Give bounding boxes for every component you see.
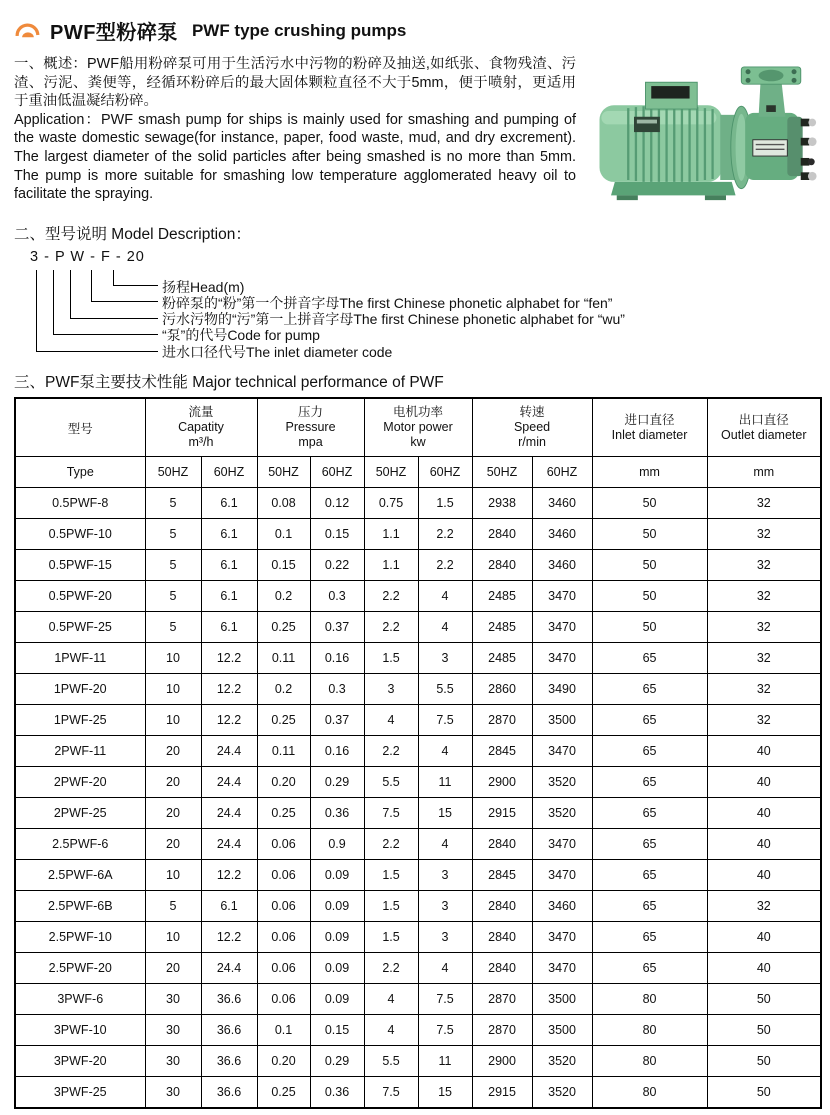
- pump-photo: [586, 55, 820, 207]
- overview-section: [14, 55, 820, 211]
- value-cell: 0.37: [310, 705, 364, 736]
- value-cell: 0.09: [310, 860, 364, 891]
- model-cell: 0.5PWF-10: [15, 519, 145, 550]
- model-cell: 3PWF-10: [15, 1015, 145, 1046]
- value-cell: 32: [707, 643, 821, 674]
- code-label-head: 扬程Head(m): [162, 279, 245, 295]
- value-cell: 2485: [472, 612, 532, 643]
- col-pressure: 压力 Pressure mpa: [257, 398, 364, 457]
- model-cell: 2.5PWF-6: [15, 829, 145, 860]
- value-cell: 2840: [472, 953, 532, 984]
- value-cell: 7.5: [364, 798, 418, 829]
- value-cell: 7.5: [418, 984, 472, 1015]
- value-cell: 2870: [472, 1015, 532, 1046]
- subhead-outlet-mm: mm: [707, 457, 821, 488]
- table-row: [15, 643, 821, 674]
- value-cell: 30: [145, 1077, 201, 1108]
- model-cell: 2PWF-25: [15, 798, 145, 829]
- value-cell: 0.09: [310, 922, 364, 953]
- connector-line: [36, 270, 158, 352]
- table-row: [15, 1046, 821, 1077]
- value-cell: 65: [592, 798, 707, 829]
- value-cell: 40: [707, 829, 821, 860]
- value-cell: 0.06: [257, 860, 310, 891]
- table-row: [15, 519, 821, 550]
- value-cell: 2938: [472, 488, 532, 519]
- value-cell: 4: [418, 736, 472, 767]
- table-row: [15, 767, 821, 798]
- value-cell: 36.6: [201, 1015, 257, 1046]
- model-cell: 1PWF-11: [15, 643, 145, 674]
- value-cell: 2900: [472, 767, 532, 798]
- value-cell: 30: [145, 1046, 201, 1077]
- value-cell: 50: [592, 488, 707, 519]
- value-cell: 2915: [472, 1077, 532, 1108]
- value-cell: 3500: [532, 705, 592, 736]
- value-cell: 0.2: [257, 581, 310, 612]
- value-cell: 5.5: [364, 767, 418, 798]
- value-cell: 0.06: [257, 922, 310, 953]
- value-cell: 7.5: [418, 1015, 472, 1046]
- table-row: [15, 922, 821, 953]
- value-cell: 0.12: [310, 488, 364, 519]
- value-cell: 36.6: [201, 984, 257, 1015]
- value-cell: 0.20: [257, 767, 310, 798]
- model-code-diagram: [14, 249, 820, 359]
- value-cell: 3470: [532, 953, 592, 984]
- value-cell: 32: [707, 612, 821, 643]
- table-row: [15, 674, 821, 705]
- subhead-50hz: 50HZ: [364, 457, 418, 488]
- value-cell: 3: [364, 674, 418, 705]
- value-cell: 2870: [472, 984, 532, 1015]
- value-cell: 2485: [472, 643, 532, 674]
- value-cell: 0.3: [310, 674, 364, 705]
- value-cell: 0.09: [310, 953, 364, 984]
- value-cell: 3500: [532, 984, 592, 1015]
- table-row: [15, 798, 821, 829]
- value-cell: 5.5: [418, 674, 472, 705]
- value-cell: 3470: [532, 829, 592, 860]
- value-cell: 1.5: [418, 488, 472, 519]
- value-cell: 0.20: [257, 1046, 310, 1077]
- value-cell: 24.4: [201, 736, 257, 767]
- page-title: [14, 16, 820, 45]
- overview-chinese: 一、概述：PWF船用粉碎泵可用于生活污水中污物的粉碎及抽送,如纸张、食物残渣、污渣、污泥、粪便等，经循环粉碎后的最大固体颗粒直径不大于5mm，便于喷射，更适用于重油低温凝结粉碎。: [14, 56, 576, 110]
- value-cell: 80: [592, 1046, 707, 1077]
- value-cell: 40: [707, 922, 821, 953]
- header-row-groups: [15, 398, 821, 457]
- model-cell: 3PWF-20: [15, 1046, 145, 1077]
- value-cell: 3: [418, 891, 472, 922]
- value-cell: 0.15: [310, 519, 364, 550]
- performance-table: [14, 397, 822, 1109]
- col-outlet-diameter: 出口直径 Outlet diameter: [707, 398, 821, 457]
- col-model: 型号: [15, 398, 145, 457]
- value-cell: 0.25: [257, 705, 310, 736]
- value-cell: 40: [707, 767, 821, 798]
- value-cell: 80: [592, 1077, 707, 1108]
- value-cell: 0.15: [257, 550, 310, 581]
- value-cell: 4: [364, 984, 418, 1015]
- value-cell: 3500: [532, 1015, 592, 1046]
- model-cell: 0.5PWF-8: [15, 488, 145, 519]
- model-cell: 0.5PWF-15: [15, 550, 145, 581]
- value-cell: 1.1: [364, 519, 418, 550]
- value-cell: 3460: [532, 488, 592, 519]
- value-cell: 40: [707, 860, 821, 891]
- value-cell: 80: [592, 984, 707, 1015]
- value-cell: 2840: [472, 922, 532, 953]
- value-cell: 3490: [532, 674, 592, 705]
- value-cell: 0.06: [257, 829, 310, 860]
- value-cell: 1.5: [364, 891, 418, 922]
- model-cell: 1PWF-20: [15, 674, 145, 705]
- value-cell: 12.2: [201, 674, 257, 705]
- model-code: 3 - P W - F - 20: [30, 249, 145, 265]
- table-row: [15, 612, 821, 643]
- col-motor-power: 电机功率 Motor power kw: [364, 398, 472, 457]
- value-cell: 11: [418, 767, 472, 798]
- value-cell: 3460: [532, 550, 592, 581]
- value-cell: 12.2: [201, 643, 257, 674]
- value-cell: 30: [145, 984, 201, 1015]
- value-cell: 2900: [472, 1046, 532, 1077]
- value-cell: 11: [418, 1046, 472, 1077]
- table-row: [15, 1015, 821, 1046]
- value-cell: 2485: [472, 581, 532, 612]
- table-row: [15, 1077, 821, 1108]
- value-cell: 32: [707, 891, 821, 922]
- value-cell: 24.4: [201, 829, 257, 860]
- value-cell: 2.2: [364, 581, 418, 612]
- value-cell: 3520: [532, 798, 592, 829]
- value-cell: 5.5: [364, 1046, 418, 1077]
- subhead-50hz: 50HZ: [257, 457, 310, 488]
- value-cell: 0.29: [310, 767, 364, 798]
- value-cell: 20: [145, 829, 201, 860]
- value-cell: 0.3: [310, 581, 364, 612]
- value-cell: 6.1: [201, 519, 257, 550]
- value-cell: 65: [592, 736, 707, 767]
- value-cell: 2840: [472, 891, 532, 922]
- value-cell: 3460: [532, 891, 592, 922]
- value-cell: 2870: [472, 705, 532, 736]
- subhead-50hz: 50HZ: [472, 457, 532, 488]
- col-speed: 转速 Speed r/min: [472, 398, 592, 457]
- value-cell: 0.11: [257, 643, 310, 674]
- title-english: PWF type crushing pumps: [191, 20, 407, 40]
- value-cell: 2915: [472, 798, 532, 829]
- value-cell: 12.2: [201, 705, 257, 736]
- value-cell: 2860: [472, 674, 532, 705]
- value-cell: 2.2: [364, 736, 418, 767]
- value-cell: 6.1: [201, 891, 257, 922]
- value-cell: 4: [364, 1015, 418, 1046]
- model-cell: 2.5PWF-6A: [15, 860, 145, 891]
- value-cell: 3470: [532, 922, 592, 953]
- value-cell: 0.15: [310, 1015, 364, 1046]
- value-cell: 3470: [532, 860, 592, 891]
- subhead-60hz: 60HZ: [532, 457, 592, 488]
- value-cell: 10: [145, 922, 201, 953]
- value-cell: 2840: [472, 829, 532, 860]
- value-cell: 0.1: [257, 1015, 310, 1046]
- value-cell: 3520: [532, 1046, 592, 1077]
- table-body: [15, 488, 821, 1108]
- table-row: [15, 488, 821, 519]
- model-cell: 3PWF-6: [15, 984, 145, 1015]
- value-cell: 7.5: [418, 705, 472, 736]
- value-cell: 0.06: [257, 984, 310, 1015]
- value-cell: 32: [707, 488, 821, 519]
- value-cell: 0.11: [257, 736, 310, 767]
- value-cell: 50: [592, 550, 707, 581]
- value-cell: 3: [418, 643, 472, 674]
- value-cell: 65: [592, 953, 707, 984]
- model-cell: 2PWF-20: [15, 767, 145, 798]
- value-cell: 3470: [532, 736, 592, 767]
- value-cell: 0.06: [257, 891, 310, 922]
- value-cell: 4: [418, 829, 472, 860]
- value-cell: 12.2: [201, 860, 257, 891]
- value-cell: 10: [145, 643, 201, 674]
- value-cell: 65: [592, 705, 707, 736]
- value-cell: 3520: [532, 1077, 592, 1108]
- value-cell: 36.6: [201, 1077, 257, 1108]
- model-cell: 0.5PWF-20: [15, 581, 145, 612]
- value-cell: 1.5: [364, 860, 418, 891]
- value-cell: 24.4: [201, 798, 257, 829]
- value-cell: 1.5: [364, 922, 418, 953]
- value-cell: 0.36: [310, 1077, 364, 1108]
- value-cell: 0.06: [257, 953, 310, 984]
- value-cell: 2.2: [364, 612, 418, 643]
- value-cell: 65: [592, 829, 707, 860]
- value-cell: 32: [707, 550, 821, 581]
- value-cell: 3470: [532, 643, 592, 674]
- subhead-type: Type: [15, 457, 145, 488]
- table-row: [15, 736, 821, 767]
- value-cell: 3470: [532, 612, 592, 643]
- value-cell: 50: [707, 1015, 821, 1046]
- value-cell: 7.5: [364, 1077, 418, 1108]
- value-cell: 36.6: [201, 1046, 257, 1077]
- value-cell: 6.1: [201, 581, 257, 612]
- value-cell: 3470: [532, 581, 592, 612]
- value-cell: 50: [707, 1046, 821, 1077]
- table-row: [15, 984, 821, 1015]
- table-row: [15, 705, 821, 736]
- value-cell: 0.36: [310, 798, 364, 829]
- value-cell: 65: [592, 643, 707, 674]
- value-cell: 2.2: [418, 550, 472, 581]
- header-row-units: [15, 457, 821, 488]
- model-cell: 2PWF-11: [15, 736, 145, 767]
- value-cell: 30: [145, 1015, 201, 1046]
- value-cell: 0.22: [310, 550, 364, 581]
- value-cell: 3: [418, 922, 472, 953]
- subhead-inlet-mm: mm: [592, 457, 707, 488]
- value-cell: 0.08: [257, 488, 310, 519]
- table-row: [15, 891, 821, 922]
- value-cell: 4: [418, 612, 472, 643]
- value-cell: 65: [592, 891, 707, 922]
- value-cell: 50: [592, 612, 707, 643]
- value-cell: 5: [145, 581, 201, 612]
- value-cell: 2.2: [364, 829, 418, 860]
- model-cell: 1PWF-25: [15, 705, 145, 736]
- value-cell: 32: [707, 519, 821, 550]
- value-cell: 0.16: [310, 643, 364, 674]
- model-cell: 3PWF-25: [15, 1077, 145, 1108]
- col-inlet-diameter: 进口直径 Inlet diameter: [592, 398, 707, 457]
- value-cell: 5: [145, 488, 201, 519]
- value-cell: 5: [145, 612, 201, 643]
- value-cell: 80: [592, 1015, 707, 1046]
- value-cell: 50: [592, 519, 707, 550]
- value-cell: 2845: [472, 860, 532, 891]
- model-cell: 2.5PWF-20: [15, 953, 145, 984]
- value-cell: 4: [364, 705, 418, 736]
- value-cell: 15: [418, 798, 472, 829]
- subhead-50hz: 50HZ: [145, 457, 201, 488]
- value-cell: 32: [707, 581, 821, 612]
- value-cell: 32: [707, 674, 821, 705]
- model-cell: 2.5PWF-10: [15, 922, 145, 953]
- title-chinese: PWF型粉碎泵: [50, 22, 178, 44]
- value-cell: 2845: [472, 736, 532, 767]
- value-cell: 15: [418, 1077, 472, 1108]
- value-cell: 50: [707, 984, 821, 1015]
- code-label-pump: “泵”的代号Code for pump: [162, 327, 320, 343]
- value-cell: 5: [145, 891, 201, 922]
- table-row: [15, 550, 821, 581]
- value-cell: 0.09: [310, 984, 364, 1015]
- value-cell: 0.16: [310, 736, 364, 767]
- col-capacity: 流量 Capatity m³/h: [145, 398, 257, 457]
- value-cell: 12.2: [201, 922, 257, 953]
- value-cell: 0.25: [257, 612, 310, 643]
- value-cell: 10: [145, 860, 201, 891]
- table-row: [15, 581, 821, 612]
- value-cell: 0.29: [310, 1046, 364, 1077]
- value-cell: 4: [418, 953, 472, 984]
- value-cell: 10: [145, 674, 201, 705]
- value-cell: 1.5: [364, 643, 418, 674]
- value-cell: 0.9: [310, 829, 364, 860]
- value-cell: 0.25: [257, 1077, 310, 1108]
- table-row: [15, 860, 821, 891]
- value-cell: 2840: [472, 550, 532, 581]
- value-cell: 50: [707, 1077, 821, 1108]
- performance-heading: 三、PWF泵主要技术性能 Major technical performance of PWF: [14, 374, 444, 391]
- model-cell: 2.5PWF-6B: [15, 891, 145, 922]
- value-cell: 5: [145, 519, 201, 550]
- value-cell: 3460: [532, 519, 592, 550]
- value-cell: 3: [418, 860, 472, 891]
- value-cell: 20: [145, 736, 201, 767]
- value-cell: 40: [707, 953, 821, 984]
- arc-icon: [14, 21, 41, 40]
- code-label-wu: 污水污物的“污”第一上拼音字母The first Chinese phonetic alphabet for “wu”: [162, 311, 625, 327]
- value-cell: 65: [592, 922, 707, 953]
- value-cell: 65: [592, 860, 707, 891]
- value-cell: 1.1: [364, 550, 418, 581]
- value-cell: 6.1: [201, 550, 257, 581]
- subhead-60hz: 60HZ: [418, 457, 472, 488]
- value-cell: 40: [707, 736, 821, 767]
- value-cell: 24.4: [201, 767, 257, 798]
- value-cell: 50: [592, 581, 707, 612]
- code-label-inlet: 进水口径代号The inlet diameter code: [162, 344, 393, 360]
- value-cell: 6.1: [201, 612, 257, 643]
- value-cell: 2.2: [418, 519, 472, 550]
- value-cell: 65: [592, 674, 707, 705]
- value-cell: 20: [145, 798, 201, 829]
- value-cell: 65: [592, 767, 707, 798]
- table-row: [15, 829, 821, 860]
- value-cell: 40: [707, 798, 821, 829]
- value-cell: 0.37: [310, 612, 364, 643]
- table-row: [15, 953, 821, 984]
- model-cell: 0.5PWF-25: [15, 612, 145, 643]
- value-cell: 0.2: [257, 674, 310, 705]
- value-cell: 6.1: [201, 488, 257, 519]
- value-cell: 0.25: [257, 798, 310, 829]
- subhead-60hz: 60HZ: [201, 457, 257, 488]
- code-label-fen: 粉碎泵的“粉”第一个拼音字母The first Chinese phonetic alphabet for “fen”: [162, 295, 613, 311]
- value-cell: 10: [145, 705, 201, 736]
- value-cell: 5: [145, 550, 201, 581]
- value-cell: 20: [145, 767, 201, 798]
- model-description-heading: 二、型号说明 Model Description：: [14, 226, 251, 243]
- overview-english: Application：PWF smash pump for ships is mainly used for smashing and pumping of the waste domestic sewage(for instance, paper, food waste, mud, and dry excrement). The largest diameter of the solid particles after being smashed is no more than 5mm. The pump is more suitable for smashing low temperature agglomerated heavy oil to facilitate the spraying.: [14, 111, 576, 203]
- value-cell: 3520: [532, 767, 592, 798]
- value-cell: 24.4: [201, 953, 257, 984]
- value-cell: 20: [145, 953, 201, 984]
- value-cell: 0.75: [364, 488, 418, 519]
- value-cell: 32: [707, 705, 821, 736]
- value-cell: 2.2: [364, 953, 418, 984]
- value-cell: 0.09: [310, 891, 364, 922]
- value-cell: 2840: [472, 519, 532, 550]
- value-cell: 0.1: [257, 519, 310, 550]
- value-cell: 4: [418, 581, 472, 612]
- subhead-60hz: 60HZ: [310, 457, 364, 488]
